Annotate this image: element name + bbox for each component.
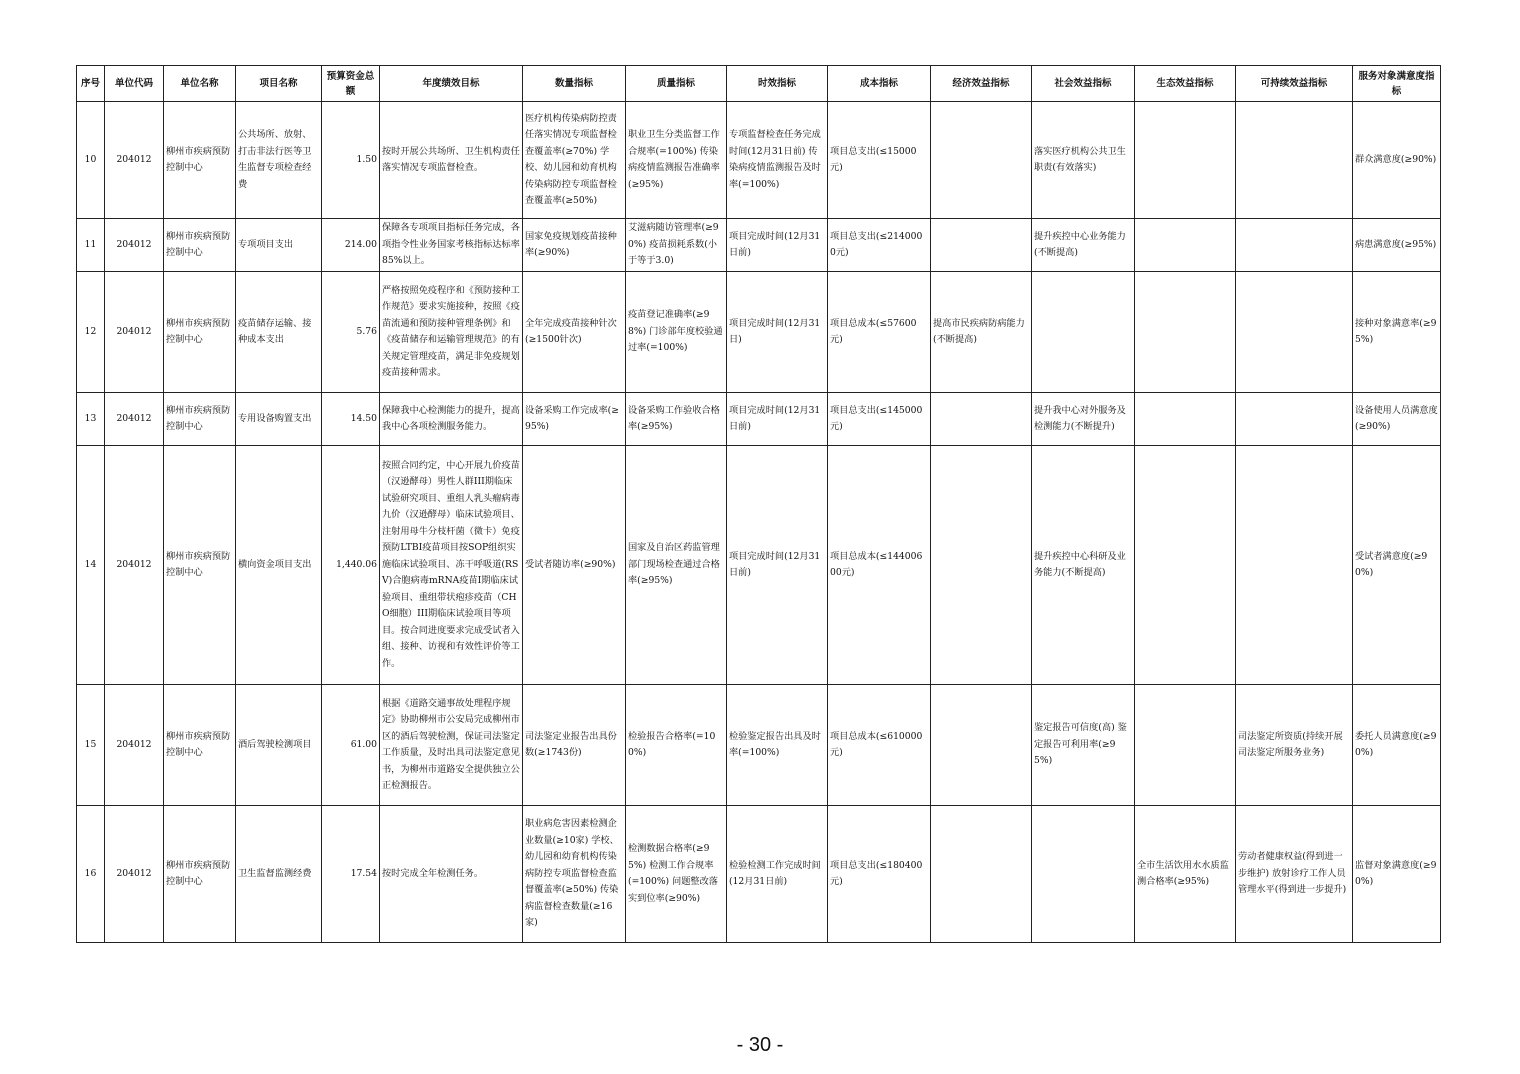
cell-timeliness: 项目完成时间(12月31日)	[727, 272, 828, 393]
header-row	[77, 66, 1441, 102]
cell-no: 16	[77, 806, 105, 943]
cell-cost: 项目总支出(≤145000元)	[828, 393, 931, 446]
cell-timeliness: 项目完成时间(12月31日前)	[727, 446, 828, 685]
cell-quality: 职业卫生分类监督工作合规率(=100%) 传染病疫情监测报告准确率(≥95%)	[626, 102, 727, 219]
cell-code: 204012	[105, 219, 164, 272]
cell-project: 专项项目支出	[236, 219, 322, 272]
cell-goal: 根据《道路交通事故处理程序规定》协助柳州市公安局完成柳州市区的酒后驾驶检测，保证司法鉴定工作质量，及时出具司法鉴定意见书，为柳州市道路安全提供独立公正检测报告。	[380, 685, 523, 806]
cell-economic	[931, 685, 1032, 806]
cell-sustainable	[1236, 272, 1353, 393]
cell-satisfaction: 群众满意度(≥90%)	[1353, 102, 1441, 219]
table-row	[77, 806, 1441, 943]
cell-timeliness: 检验检测工作完成时间(12月31日前)	[727, 806, 828, 943]
cell-goal: 按时开展公共场所、卫生机构责任落实情况专项监督检查。	[380, 102, 523, 219]
header-cell: 质量指标	[626, 66, 727, 102]
cell-quantity: 设备采购工作完成率(≥95%)	[523, 393, 626, 446]
cell-social: 提升疾控中心科研及业务能力(不断提高)	[1032, 446, 1135, 685]
header-cell: 年度绩效目标	[380, 66, 523, 102]
cell-unit: 柳州市疾病预防控制中心	[164, 806, 236, 943]
header-cell: 服务对象满意度指标	[1353, 66, 1441, 102]
header-cell: 单位名称	[164, 66, 236, 102]
cell-goal: 保障各专项项目指标任务完成，各项指令性业务国家考核指标达标率85%以上。	[380, 219, 523, 272]
cell-code: 204012	[105, 446, 164, 685]
cell-no: 10	[77, 102, 105, 219]
table-row	[77, 272, 1441, 393]
cell-budget: 1,440.06	[322, 446, 380, 685]
cell-project: 专用设备购置支出	[236, 393, 322, 446]
header-cell: 序号	[77, 66, 105, 102]
cell-budget: 17.54	[322, 806, 380, 943]
cell-social: 提升疾控中心业务能力(不断提高)	[1032, 219, 1135, 272]
cell-timeliness: 专项监督检查任务完成时间(12月31日前) 传染病疫情监测报告及时率(=100%)	[727, 102, 828, 219]
cell-social: 鉴定报告可信度(高) 鉴定报告可利用率(≥95%)	[1032, 685, 1135, 806]
cell-no: 12	[77, 272, 105, 393]
cell-budget: 61.00	[322, 685, 380, 806]
page-number: - 30 -	[736, 1034, 784, 1056]
cell-timeliness: 项目完成时间(12月31日前)	[727, 393, 828, 446]
cell-quality: 艾滋病随访管理率(≥90%) 疫苗损耗系数(小于等于3.0)	[626, 219, 727, 272]
cell-sustainable	[1236, 393, 1353, 446]
cell-cost: 项目总成本(≤57600元)	[828, 272, 931, 393]
cell-quantity: 受试者随访率(≥90%)	[523, 446, 626, 685]
table-row	[77, 393, 1441, 446]
cell-budget: 1.50	[322, 102, 380, 219]
header-cell: 数量指标	[523, 66, 626, 102]
cell-project: 疫苗储存运输、接种成本支出	[236, 272, 322, 393]
header-cell: 社会效益指标	[1032, 66, 1135, 102]
cell-quality: 检测数据合格率(≥95%) 检测工作合规率(=100%) 问题整改落实到位率(≥90%)	[626, 806, 727, 943]
cell-quantity: 医疗机构传染病防控责任落实情况专项监督检查覆盖率(≥70%) 学校、幼儿园和幼育机构传染病防控专项监督检查覆盖率(≥50%)	[523, 102, 626, 219]
cell-code: 204012	[105, 806, 164, 943]
cell-unit: 柳州市疾病预防控制中心	[164, 446, 236, 685]
cell-unit: 柳州市疾病预防控制中心	[164, 102, 236, 219]
cell-quantity: 全年完成疫苗接种针次(≥1500针次)	[523, 272, 626, 393]
cell-ecological	[1135, 219, 1236, 272]
cell-economic	[931, 806, 1032, 943]
cell-goal: 按时完成全年检测任务。	[380, 806, 523, 943]
cell-goal: 保障我中心检测能力的提升，提高我中心各项检测服务能力。	[380, 393, 523, 446]
cell-satisfaction: 接种对象满意率(≥95%)	[1353, 272, 1441, 393]
cell-quality: 检验报告合格率(=100%)	[626, 685, 727, 806]
cell-quantity: 职业病危害因素检测企业数量(≥10家) 学校、幼儿园和幼育机构传染病防控专项监督检查监督覆盖率(≥50%) 传染病监督检查数量(≥16家)	[523, 806, 626, 943]
table-row	[77, 685, 1441, 806]
cell-satisfaction: 设备使用人员满意度(≥90%)	[1353, 393, 1441, 446]
cell-project: 卫生监督监测经费	[236, 806, 322, 943]
cell-sustainable	[1236, 446, 1353, 685]
cell-satisfaction: 委托人员满意度(≥90%)	[1353, 685, 1441, 806]
cell-unit: 柳州市疾病预防控制中心	[164, 393, 236, 446]
header-cell: 时效指标	[727, 66, 828, 102]
cell-goal: 按照合同约定，中心开展九价疫苗（汉逊酵母）男性人群III期临床试验研究项目、重组人乳头瘤病毒九价（汉逊酵母）临床试验项目、注射用母牛分枝杆菌（微卡）免疫预防LTBI疫苗项目按SOP组织实施临床试验项目、冻干呼吸道(RSV)合胞病毒mRNA疫苗I期临床试验项目、重组带状疱疹疫苗（CHO细胞）III期临床试验项目等项目。按合同进度要求完成受试者入组、接种、访视和有效性评价等工作。	[380, 446, 523, 685]
cell-unit: 柳州市疾病预防控制中心	[164, 272, 236, 393]
cell-budget: 214.00	[322, 219, 380, 272]
table-row	[77, 102, 1441, 219]
table-row	[77, 219, 1441, 272]
header-cell: 可持续效益指标	[1236, 66, 1353, 102]
cell-ecological	[1135, 393, 1236, 446]
cell-goal: 严格按照免疫程序和《预防接种工作规范》要求实施接种，按照《疫苗流通和预防接种管理条例》和《疫苗储存和运输管理规范》的有关规定管理疫苗，满足非免疫规划疫苗接种需求。	[380, 272, 523, 393]
cell-no: 13	[77, 393, 105, 446]
cell-satisfaction: 病患满意度(≥95%)	[1353, 219, 1441, 272]
cell-economic	[931, 219, 1032, 272]
cell-ecological	[1135, 446, 1236, 685]
header-cell: 成本指标	[828, 66, 931, 102]
cell-cost: 项目总支出(≤15000元)	[828, 102, 931, 219]
cell-sustainable	[1236, 219, 1353, 272]
header-cell: 生态效益指标	[1135, 66, 1236, 102]
cell-code: 204012	[105, 272, 164, 393]
cell-project: 横向资金项目支出	[236, 446, 322, 685]
cell-ecological	[1135, 685, 1236, 806]
cell-unit: 柳州市疾病预防控制中心	[164, 219, 236, 272]
cell-no: 14	[77, 446, 105, 685]
cell-economic	[931, 102, 1032, 219]
cell-project: 公共场所、放射、打击非法行医等卫生监督专项检查经费	[236, 102, 322, 219]
cell-satisfaction: 监督对象满意度(≥90%)	[1353, 806, 1441, 943]
cell-social: 落实医疗机构公共卫生职责(有效落实)	[1032, 102, 1135, 219]
cell-quality: 疫苗登记准确率(≥98%) 门诊部年度校验通过率(=100%)	[626, 272, 727, 393]
cell-satisfaction: 受试者满意度(≥90%)	[1353, 446, 1441, 685]
cell-budget: 5.76	[322, 272, 380, 393]
cell-budget: 14.50	[322, 393, 380, 446]
cell-social	[1032, 272, 1135, 393]
cell-quantity: 司法鉴定业报告出具份数(≥1743份)	[523, 685, 626, 806]
cell-social: 提升我中心对外服务及检测能力(不断提升)	[1032, 393, 1135, 446]
cell-quality: 设备采购工作验收合格率(≥95%)	[626, 393, 727, 446]
cell-code: 204012	[105, 685, 164, 806]
header-cell: 项目名称	[236, 66, 322, 102]
cell-ecological: 全市生活饮用水水质监测合格率(≥95%)	[1135, 806, 1236, 943]
performance-table	[76, 65, 1441, 943]
cell-quantity: 国家免疫规划疫苗接种率(≥90%)	[523, 219, 626, 272]
cell-cost: 项目总成本(≤14400600元)	[828, 446, 931, 685]
cell-unit: 柳州市疾病预防控制中心	[164, 685, 236, 806]
cell-cost: 项目总成本(≤610000元)	[828, 685, 931, 806]
header-cell: 预算资金总额	[322, 66, 380, 102]
cell-sustainable: 司法鉴定所资质(持续开展司法鉴定所服务业务)	[1236, 685, 1353, 806]
cell-project: 酒后驾驶检测项目	[236, 685, 322, 806]
cell-ecological	[1135, 102, 1236, 219]
cell-social	[1032, 806, 1135, 943]
header-cell: 经济效益指标	[931, 66, 1032, 102]
cell-timeliness: 项目完成时间(12月31日前)	[727, 219, 828, 272]
cell-code: 204012	[105, 102, 164, 219]
header-cell: 单位代码	[105, 66, 164, 102]
cell-cost: 项目总支出(≤180400元)	[828, 806, 931, 943]
cell-cost: 项目总支出(≤2140000元)	[828, 219, 931, 272]
cell-code: 204012	[105, 393, 164, 446]
cell-economic: 提高市民疾病防病能力(不断提高)	[931, 272, 1032, 393]
cell-quality: 国家及自治区药监管理部门现场检查通过合格率(≥95%)	[626, 446, 727, 685]
cell-economic	[931, 446, 1032, 685]
cell-no: 15	[77, 685, 105, 806]
cell-sustainable: 劳动者健康权益(得到进一步维护) 放射诊疗工作人员管理水平(得到进一步提升)	[1236, 806, 1353, 943]
cell-no: 11	[77, 219, 105, 272]
cell-sustainable	[1236, 102, 1353, 219]
cell-ecological	[1135, 272, 1236, 393]
cell-economic	[931, 393, 1032, 446]
cell-timeliness: 检验鉴定报告出具及时率(=100%)	[727, 685, 828, 806]
table-row	[77, 446, 1441, 685]
